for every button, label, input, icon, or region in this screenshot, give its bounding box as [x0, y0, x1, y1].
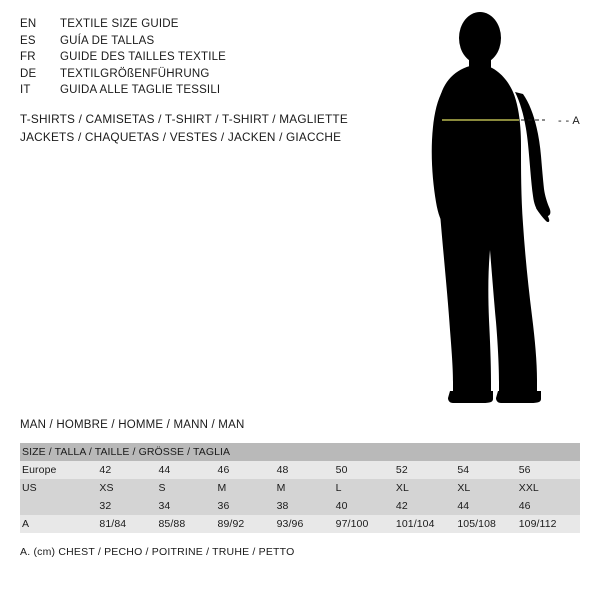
cell: 38: [277, 497, 336, 515]
cell: XL: [457, 479, 518, 497]
table-row: [20, 479, 580, 497]
category-line-jackets: JACKETS / CHAQUETAS / VESTES / JACKEN / GIACCHE: [20, 130, 342, 144]
cell: 81/84: [99, 515, 158, 533]
cell: 44: [457, 497, 518, 515]
language-row: [20, 82, 390, 99]
language-title: TEXTILGRÖßENFÜHRUNG: [60, 67, 210, 80]
cell: 50: [336, 461, 396, 479]
row-label: A: [20, 515, 99, 533]
language-code: ES: [20, 34, 36, 47]
cell: S: [158, 479, 217, 497]
cell: 89/92: [218, 515, 277, 533]
cell: XL: [396, 479, 457, 497]
language-title: TEXTILE SIZE GUIDE: [60, 18, 179, 30]
cell: 44: [158, 461, 217, 479]
table-title: MAN / HOMBRE / HOMME / MANN / MAN: [20, 419, 245, 431]
cell: 36: [218, 497, 277, 515]
language-row: [20, 33, 390, 50]
cell: 46: [218, 461, 277, 479]
language-code: EN: [20, 18, 37, 30]
language-code: FR: [20, 51, 36, 63]
language-code: DE: [20, 67, 37, 80]
cell: 93/96: [277, 515, 336, 533]
chest-callout-label: - - A: [558, 115, 581, 127]
language-title: GUÍA DE TALLAS: [60, 34, 155, 47]
table-header-label: SIZE / TALLA / TAILLE / GRÖSSE / TAGLIA: [20, 443, 580, 461]
table-row: [20, 497, 580, 515]
cell: 32: [99, 497, 158, 515]
table-header-row: [20, 443, 580, 461]
cell: L: [336, 479, 396, 497]
size-table: [20, 443, 580, 533]
cell: 48: [277, 461, 336, 479]
cell: 42: [99, 461, 158, 479]
cell: 34: [158, 497, 217, 515]
row-label: US: [20, 479, 99, 497]
cell: 52: [396, 461, 457, 479]
row-label: [20, 497, 99, 515]
cell: 85/88: [158, 515, 217, 533]
cell: 101/104: [396, 515, 457, 533]
language-code: IT: [20, 84, 31, 96]
cell: M: [218, 479, 277, 497]
cell: 97/100: [336, 515, 396, 533]
cell: 105/108: [457, 515, 518, 533]
cell: 109/112: [519, 515, 580, 533]
cell: M: [277, 479, 336, 497]
footnote: A. (cm) CHEST / PECHO / POITRINE / TRUHE / PETTO: [20, 546, 295, 558]
language-header-block: [20, 16, 390, 99]
cell: 42: [396, 497, 457, 515]
cell: XXL: [519, 479, 580, 497]
table-row: [20, 461, 580, 479]
cell: 54: [457, 461, 518, 479]
man-silhouette-icon: [395, 10, 595, 410]
row-label: Europe: [20, 461, 99, 479]
category-line-tshirts: T-SHIRTS / CAMISETAS / T-SHIRT / T-SHIRT / MAGLIETTE: [20, 112, 348, 126]
cell: 56: [519, 461, 580, 479]
cell: 40: [336, 497, 396, 515]
language-title: GUIDE DES TAILLES TEXTILE: [60, 51, 227, 63]
language-row: [20, 49, 390, 66]
table-row: [20, 515, 580, 533]
language-row: [20, 66, 390, 83]
language-title: GUIDA ALLE TAGLIE TESSILI: [60, 84, 221, 96]
man-figure-illustration: [395, 10, 595, 410]
cell: XS: [99, 479, 158, 497]
category-block: [20, 110, 420, 146]
cell: 46: [519, 497, 580, 515]
language-row: [20, 16, 390, 33]
